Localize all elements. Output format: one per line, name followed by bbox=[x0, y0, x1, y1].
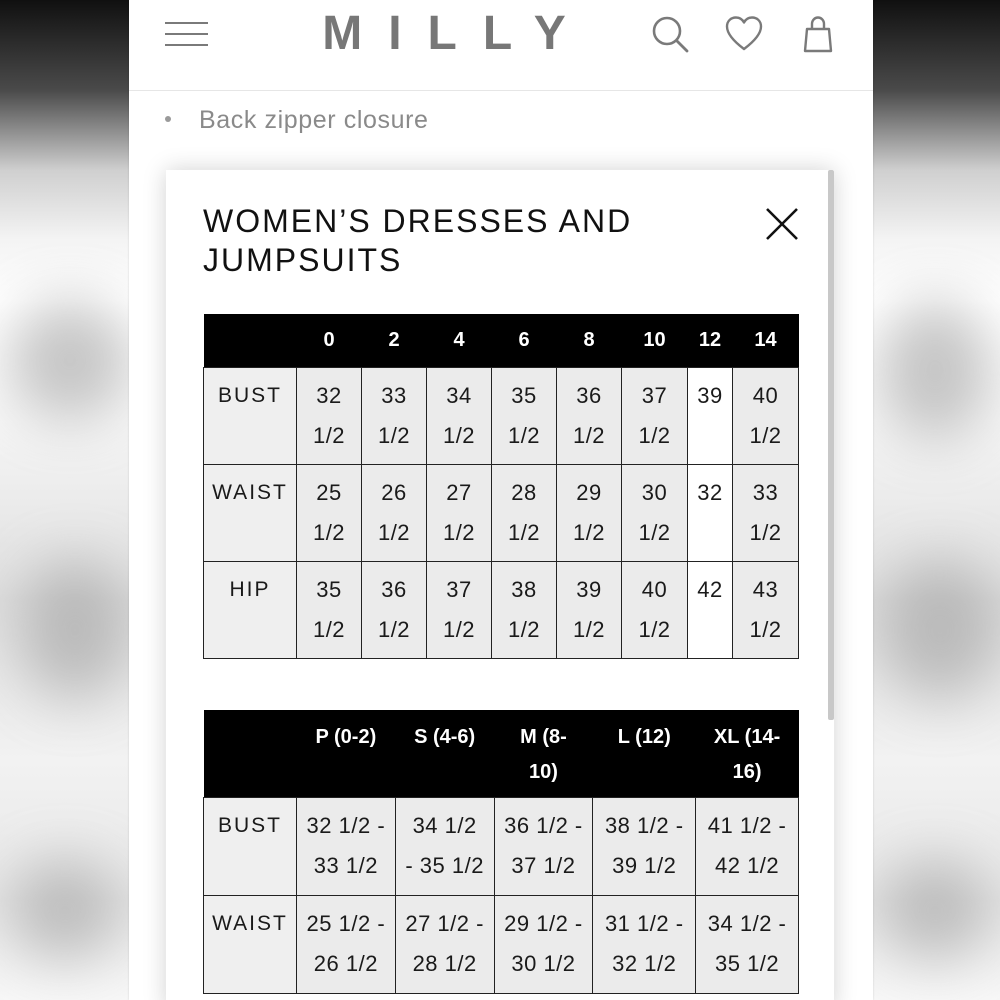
size-cell bbox=[733, 368, 799, 465]
header-line: P (0-2) bbox=[315, 726, 377, 748]
size-cell bbox=[696, 895, 799, 993]
site-header bbox=[129, 0, 873, 91]
table-header-row bbox=[204, 710, 799, 797]
size-cell bbox=[362, 368, 427, 465]
cell-line: 1/2 bbox=[572, 423, 606, 448]
column-header bbox=[204, 710, 297, 797]
phone-screen bbox=[129, 0, 873, 1000]
size-cell bbox=[557, 562, 622, 659]
cell-line: 34 1/2 bbox=[412, 812, 477, 838]
column-header: 0 bbox=[297, 314, 362, 368]
size-chart-modal bbox=[166, 170, 834, 1000]
column-header bbox=[593, 710, 696, 797]
header-line: 16) bbox=[732, 761, 762, 783]
cell-line: 28 bbox=[511, 480, 537, 505]
header-line: XL (14- bbox=[713, 726, 781, 748]
bag-icon[interactable] bbox=[798, 14, 838, 54]
size-cell bbox=[622, 368, 688, 465]
size-cell bbox=[297, 368, 362, 465]
table-row bbox=[204, 797, 799, 895]
cell-line: 1/2 bbox=[749, 520, 782, 545]
cell-line: 35 bbox=[511, 383, 537, 408]
size-cell bbox=[593, 797, 696, 895]
cell-line: 39 bbox=[697, 383, 723, 408]
size-cell bbox=[297, 562, 362, 659]
cell-line: 38 bbox=[511, 577, 537, 602]
header-line: M (8- bbox=[520, 726, 567, 748]
cell-line: 37 1/2 bbox=[511, 852, 576, 878]
row-label: BUST bbox=[204, 368, 297, 465]
column-header: 14 bbox=[733, 314, 799, 368]
description-bullet bbox=[165, 106, 429, 142]
column-header bbox=[494, 710, 593, 797]
cell-line: 1/2 bbox=[377, 423, 411, 448]
column-header: 10 bbox=[622, 314, 688, 368]
size-cell bbox=[427, 562, 492, 659]
cell-line: 40 bbox=[641, 577, 668, 602]
cell-line: 25 1/2 - bbox=[306, 910, 386, 936]
cell-line: 30 1/2 bbox=[511, 950, 576, 976]
cell-line: 42 bbox=[697, 577, 723, 602]
size-cell bbox=[362, 465, 427, 562]
cell-line: 1/2 bbox=[377, 617, 411, 642]
cell-line: 32 bbox=[316, 383, 342, 408]
size-cell bbox=[427, 465, 492, 562]
cell-line: 32 bbox=[697, 480, 723, 505]
cell-line: 33 bbox=[381, 383, 407, 408]
size-cell bbox=[733, 465, 799, 562]
column-header: 12 bbox=[688, 314, 733, 368]
cell-line: 1/2 bbox=[507, 520, 541, 545]
size-cell bbox=[492, 465, 557, 562]
cell-line: 1/2 bbox=[507, 617, 541, 642]
table-header-row bbox=[204, 314, 799, 368]
cell-line: 35 bbox=[316, 577, 342, 602]
size-cell bbox=[622, 465, 688, 562]
size-cell bbox=[296, 895, 395, 993]
cell-line: 35 1/2 bbox=[714, 950, 780, 976]
cell-line: 39 1/2 bbox=[612, 852, 677, 878]
column-header bbox=[296, 710, 395, 797]
bullet-text: Back zipper closure bbox=[199, 106, 429, 134]
size-cell bbox=[297, 465, 362, 562]
modal-title bbox=[203, 202, 683, 280]
cell-line: 29 1/2 - bbox=[504, 910, 583, 936]
search-icon[interactable] bbox=[650, 14, 690, 54]
cell-line: 25 bbox=[316, 480, 342, 505]
cell-line: 36 1/2 - bbox=[504, 812, 583, 838]
cell-line: 34 bbox=[446, 383, 472, 408]
size-cell bbox=[362, 562, 427, 659]
column-header bbox=[204, 314, 297, 368]
cell-line: 1/2 bbox=[749, 617, 782, 642]
modal-scrollbar[interactable] bbox=[828, 170, 834, 720]
cell-line: 1/2 bbox=[442, 423, 476, 448]
column-header bbox=[395, 710, 494, 797]
cell-line: 1/2 bbox=[572, 617, 606, 642]
cell-line: 42 1/2 bbox=[714, 852, 780, 878]
column-header: 2 bbox=[362, 314, 427, 368]
cell-line: 26 1/2 bbox=[313, 950, 378, 976]
cell-line: 32 1/2 - bbox=[306, 812, 386, 838]
cell-line: 1/2 bbox=[749, 423, 782, 448]
column-header: 6 bbox=[492, 314, 557, 368]
cell-line: 1/2 bbox=[442, 520, 476, 545]
cell-line: 27 1/2 - bbox=[405, 910, 484, 936]
size-cell bbox=[492, 562, 557, 659]
header-line: L (12) bbox=[617, 726, 671, 748]
cell-line: 33 1/2 bbox=[313, 852, 378, 878]
column-header: 4 bbox=[427, 314, 492, 368]
header-line: 10) bbox=[528, 761, 558, 783]
cell-line: 1/2 bbox=[507, 423, 541, 448]
size-cell bbox=[622, 562, 688, 659]
header-line: S (4-6) bbox=[414, 726, 476, 748]
cell-line: 1/2 bbox=[572, 520, 606, 545]
cell-line: 43 bbox=[752, 577, 779, 602]
size-cell bbox=[696, 797, 799, 895]
column-header: 8 bbox=[557, 314, 622, 368]
cell-line: 28 1/2 bbox=[412, 950, 477, 976]
size-cell bbox=[733, 562, 799, 659]
cell-line: 39 bbox=[576, 577, 602, 602]
size-cell bbox=[557, 368, 622, 465]
column-header bbox=[696, 710, 799, 797]
menu-icon[interactable] bbox=[165, 20, 209, 48]
cell-line: 32 1/2 bbox=[612, 950, 677, 976]
size-cell bbox=[492, 368, 557, 465]
cell-line: 34 1/2 - bbox=[707, 910, 787, 936]
cell-line: 41 1/2 - bbox=[707, 812, 787, 838]
bullet-dot bbox=[165, 116, 171, 122]
numeric-size-table bbox=[203, 314, 799, 659]
cell-line: 30 bbox=[641, 480, 668, 505]
cell-line: 1/2 bbox=[312, 617, 346, 642]
size-cell bbox=[557, 465, 622, 562]
cell-line: - 35 1/2 bbox=[405, 852, 484, 878]
cell-line: 37 bbox=[446, 577, 472, 602]
size-cell bbox=[688, 465, 733, 562]
row-label: WAIST bbox=[204, 895, 297, 993]
size-cell bbox=[395, 797, 494, 895]
cell-line: 1/2 bbox=[442, 617, 476, 642]
size-cell bbox=[688, 562, 733, 659]
size-cell bbox=[494, 797, 593, 895]
cell-line: 27 bbox=[446, 480, 472, 505]
modal-title-line-2: JUMPSUITS bbox=[203, 242, 403, 278]
cell-line: 1/2 bbox=[312, 423, 346, 448]
table-row bbox=[204, 895, 799, 993]
size-cell bbox=[395, 895, 494, 993]
size-cell bbox=[427, 368, 492, 465]
cell-line: 36 bbox=[381, 577, 407, 602]
brand-logo[interactable]: MILLY bbox=[322, 7, 592, 60]
cell-line: 37 bbox=[641, 383, 668, 408]
table-row bbox=[204, 465, 799, 562]
row-label: HIP bbox=[204, 562, 297, 659]
table-row bbox=[204, 368, 799, 465]
cell-line: 1/2 bbox=[377, 520, 411, 545]
cell-line: 1/2 bbox=[638, 617, 671, 642]
cell-line: 31 1/2 - bbox=[604, 910, 684, 936]
row-label: WAIST bbox=[204, 465, 297, 562]
close-icon[interactable] bbox=[764, 206, 800, 242]
letter-size-table bbox=[203, 710, 799, 994]
cell-line: 1/2 bbox=[638, 423, 671, 448]
cell-line: 40 bbox=[752, 383, 779, 408]
row-label: BUST bbox=[204, 797, 297, 895]
size-cell bbox=[593, 895, 696, 993]
size-cell bbox=[494, 895, 593, 993]
cell-line: 36 bbox=[576, 383, 602, 408]
cell-line: 38 1/2 - bbox=[604, 812, 684, 838]
cell-line: 26 bbox=[381, 480, 407, 505]
heart-icon[interactable] bbox=[724, 14, 764, 54]
cell-line: 33 bbox=[752, 480, 779, 505]
size-cell bbox=[688, 368, 733, 465]
cell-line: 29 bbox=[576, 480, 602, 505]
table-row bbox=[204, 562, 799, 659]
cell-line: 1/2 bbox=[312, 520, 346, 545]
modal-title-line-1: WOMEN’S DRESSES AND bbox=[203, 203, 633, 239]
cell-line: 1/2 bbox=[638, 520, 671, 545]
size-cell bbox=[296, 797, 395, 895]
